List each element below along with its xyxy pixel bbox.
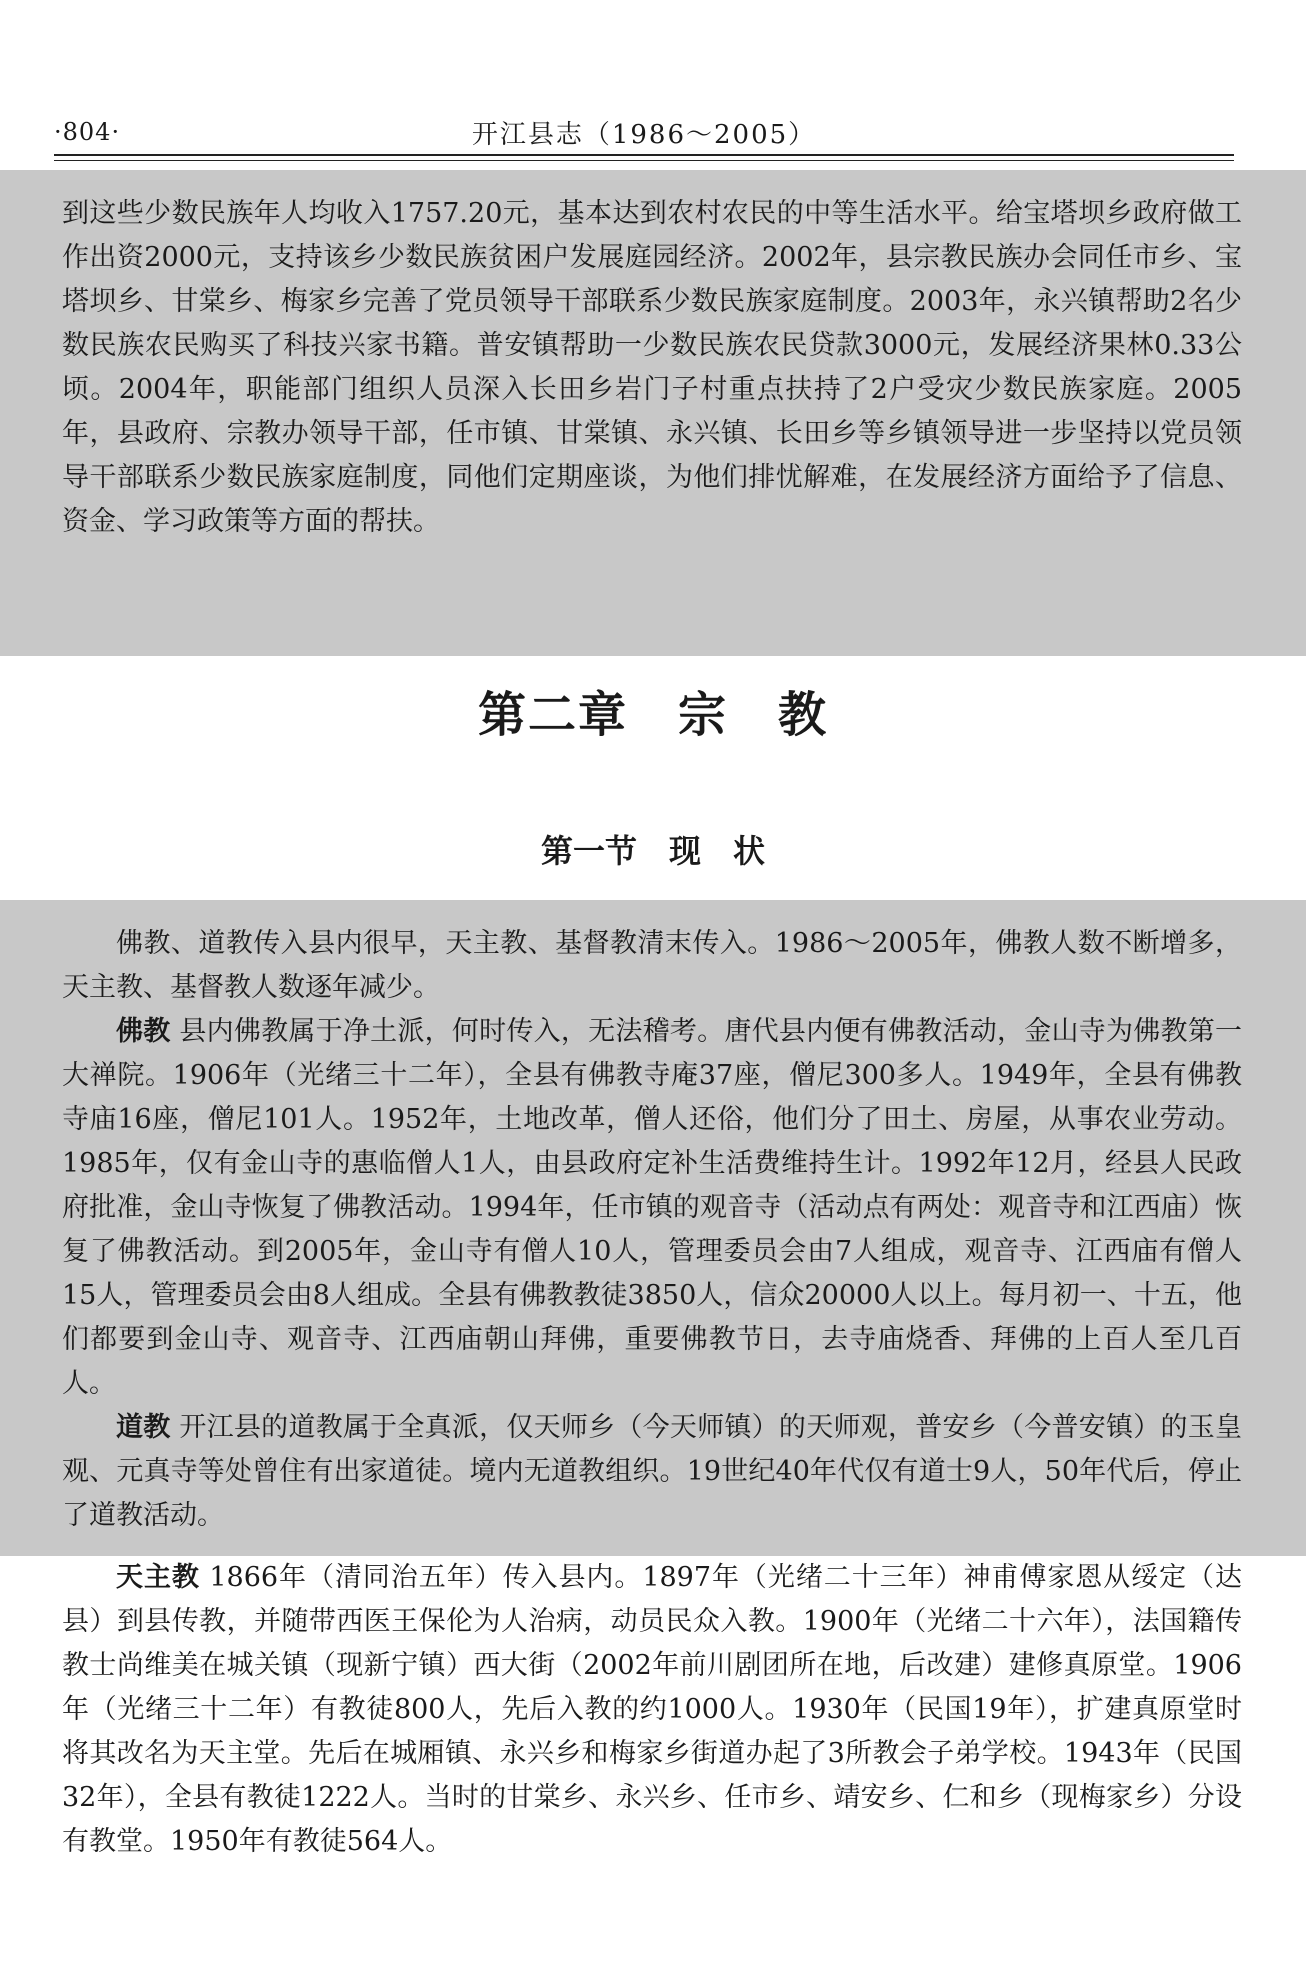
header-rule <box>54 154 1234 156</box>
text-block-continued <box>62 192 1242 544</box>
header-rule-thin <box>54 160 1234 161</box>
chapter-title: 第二章 宗 教 <box>477 687 828 743</box>
buddhism-lead: 佛教 <box>116 1016 171 1047</box>
catholicism-lead: 天主教 <box>116 1562 200 1593</box>
paragraph-catholicism <box>62 1556 1242 1864</box>
running-header-title: 开江县志（1986～2005） <box>471 120 817 150</box>
taoism-text: 开江县的道教属于全真派，仅天师乡（今天师镇）的天师观，普安乡（今普安镇）的玉皇观、元真寺等处曾住有出家道徒。境内无道教组织。19世纪40年代仅有道士9人，50年代后，停止了道教活动。 <box>62 1412 1242 1531</box>
page-number: ·804· <box>54 118 121 146</box>
text-block-religion <box>62 922 1242 1538</box>
catholicism-text: 1866年（清同治五年）传入县内。1897年（光绪二十三年）神甫傅家恩从绥定（达县）到县传教，并随带西医王保伦为人治病，动员民众入教。1900年（光绪二十六年），法国籍传教士尚维美在城关镇（现新宁镇）西大街（2002年前川剧团所在地，后改建）建修真原堂。1906年（光绪三十二年）有教徒800人，先后入教的约1000人。1930年（民国19年），扩建真原堂时将其改名为天主堂。先后在城厢镇、永兴乡和梅家乡街道办起了3所教会子弟学校。1943年（民国32年），全县有教徒1222人。当时的甘棠乡、永兴乡、任市乡、靖安乡、仁和乡（现梅家乡）分设有教堂。1950年有教徒564人。 <box>62 1562 1242 1857</box>
page-header <box>54 112 1234 152</box>
buddhism-text: 县内佛教属于净土派，何时传入，无法稽考。唐代县内便有佛教活动，金山寺为佛教第一大禅院。1906年（光绪三十二年），全县有佛教寺庵37座，僧尼300多人。1949年，全县有佛教寺庙16座，僧尼101人。1952年，土地改革，僧人还俗，他们分了田土、房屋，从事农业劳动。1985年，仅有金山寺的惠临僧人1人，由县政府定补生活费维持生计。1992年12月，经县人民政府批准，金山寺恢复了佛教活动。1994年，任市镇的观音寺（活动点有两处：观音寺和江西庙）恢复了佛教活动。到2005年，金山寺有僧人10人，管理委员会由7人组成，观音寺、江西庙有僧人15人，管理委员会由8人组成。全县有佛教教徒3850人，信众20000人以上。每月初一、十五，他们都要到金山寺、观音寺、江西庙朝山拜佛，重要佛教节日，去寺庙烧香、拜佛的上百人至几百人。 <box>62 1016 1242 1399</box>
paragraph-buddhism <box>62 1010 1242 1406</box>
paragraph-ethnic-support: 到这些少数民族年人均收入1757.20元，基本达到农村农民的中等生活水平。给宝塔坝乡政府做工作出资2000元，支持该乡少数民族贫困户发展庭园经济。2002年，县宗教民族办会同任市乡、宝塔坝乡、甘棠乡、梅家乡完善了党员领导干部联系少数民族家庭制度。2003年，永兴镇帮助2名少数民族农民购买了科技兴家书籍。普安镇帮助一少数民族农民贷款3000元，发展经济果林0.33公顷。2004年，职能部门组织人员深入长田乡岩门子村重点扶持了2户受灾少数民族家庭。2005年，县政府、宗教办领导干部，任市镇、甘棠镇、永兴镇、长田乡等乡镇领导进一步坚持以党员领导干部联系少数民族家庭制度，同他们定期座谈，为他们排忧解难，在发展经济方面给予了信息、资金、学习政策等方面的帮扶。 <box>62 198 1242 537</box>
paragraph-taoism <box>62 1406 1242 1538</box>
section-title: 第一节 现 状 <box>540 832 765 870</box>
taoism-lead: 道教 <box>116 1412 171 1443</box>
text-block-catholicism <box>62 1556 1242 1864</box>
paragraph-religion-overview: 佛教、道教传入县内很早，天主教、基督教清末传入。1986～2005年，佛教人数不断增多，天主教、基督教人数逐年减少。 <box>62 928 1242 1003</box>
